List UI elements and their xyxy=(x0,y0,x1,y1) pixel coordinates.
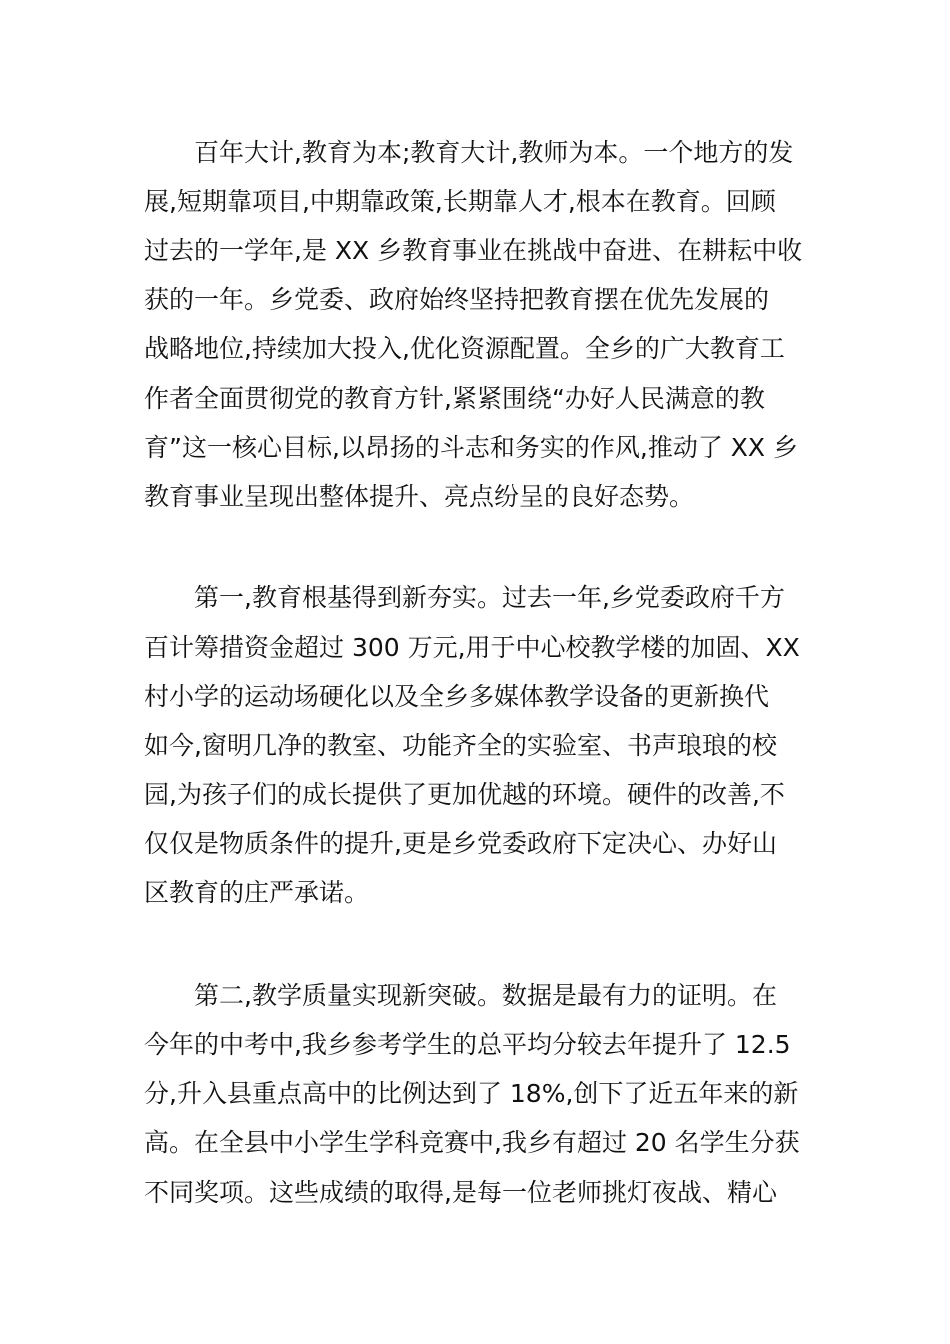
text-line: 第二,教学质量实现新突破。数据是最有力的证明。在 xyxy=(194,981,777,1010)
text-line: 战略地位,持续加大投入,优化资源配置。全乡的广大教育工 xyxy=(144,334,785,363)
text-line: 第一,教育根基得到新夯实。过去一年,乡党委政府千方 xyxy=(194,583,785,612)
text-line: 作者全面贯彻党的教育方针,紧紧围绕“办好人民满意的教 xyxy=(144,384,765,413)
text-line: 区教育的庄严承诺。 xyxy=(144,878,370,907)
text-line: 百年大计,教育为本;教育大计,教师为本。一个地方的发 xyxy=(194,138,794,167)
text-line: 今年的中考中,我乡参考学生的总平均分较去年提升了 12.5 xyxy=(144,1030,791,1059)
text-line: 园,为孩子们的成长提供了更加优越的环境。硬件的改善,不 xyxy=(144,780,785,809)
text-line: 百计筹措资金超过 300 万元,用于中心校教学楼的加固、XX xyxy=(144,633,800,662)
text-line: 仅仅是物质条件的提升,更是乡党委政府下定决心、办好山 xyxy=(144,829,777,858)
text-line: 教育事业呈现出整体提升、亮点纷呈的良好态势。 xyxy=(144,482,695,511)
text-line: 获的一年。乡党委、政府始终坚持把教育摆在优先发展的 xyxy=(144,285,770,314)
text-line: 高。在全县中小学生学科竞赛中,我乡有超过 20 名学生分获 xyxy=(144,1128,800,1157)
text-line: 育”这一核心目标,以昂扬的斗志和务实的作风,推动了 XX 乡 xyxy=(144,433,798,462)
text-line: 如今,窗明几净的教室、功能齐全的实验室、书声琅琅的校 xyxy=(144,731,777,760)
text-line: 过去的一学年,是 XX 乡教育事业在挑战中奋进、在耕耘中收 xyxy=(144,236,803,265)
text-line: 展,短期靠项目,中期靠政策,长期靠人才,根本在教育。回顾 xyxy=(144,187,776,216)
text-line: 不同奖项。这些成绩的取得,是每一位老师挑灯夜战、精心 xyxy=(144,1178,777,1207)
text-line: 分,升入县重点高中的比例达到了 18%,创下了近五年来的新 xyxy=(144,1079,799,1108)
text-line: 村小学的运动场硬化以及全乡多媒体教学设备的更新换代 xyxy=(144,682,770,711)
